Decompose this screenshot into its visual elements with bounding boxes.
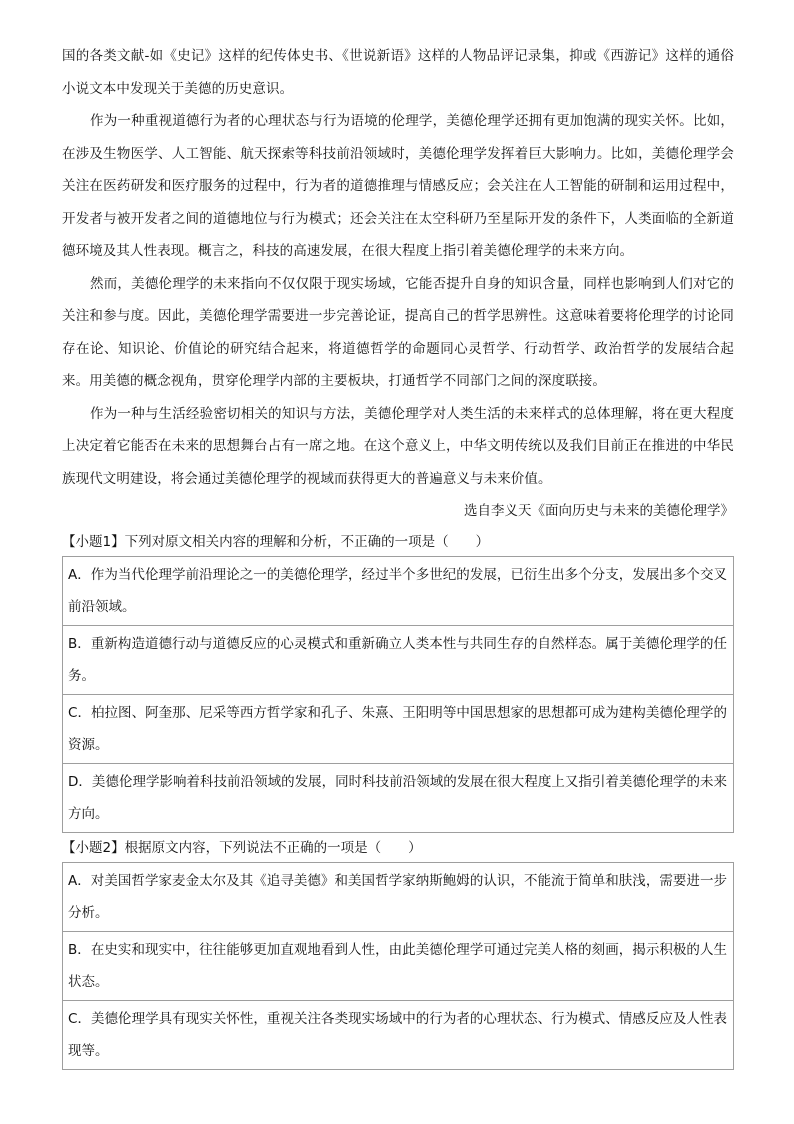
question-2-options [62, 862, 734, 1070]
question-2-stem: 【小题2】根据原文内容，下列说法不正确的一项是（ ） [62, 840, 422, 856]
passage-source: 选自李义天《面向历史与未来的美德伦理学》 [464, 503, 734, 519]
question-1-stem: 【小题1】下列对原文相关内容的理解和分析，不正确的一项是（ ） [62, 534, 490, 550]
option-a[interactable]: A．对美国哲学家麦金太尔及其《追寻美德》和美国哲学家纳斯鲍姆的认识，不能流于简单和肤浅，需要进一步分析。 [63, 863, 733, 932]
passage-paragraph: 作为一种重视道德行为者的心理状态与行为语境的伦理学，美德伦理学还拥有更加饱满的现实关怀。比如，在涉及生物医学、人工智能、航天探索等科技前沿领域时，美德伦理学发挥着巨大影响力。比如，美德伦理学会关注在医药研发和医疗服务的过程中，行为者的道德推理与情感反应；会关注在人工智能的研制和运用过程中，开发者与被开发者之间的道德地位与行为模式；还会关注在太空科研乃至星际开发的条件下，人类面临的全新道德环境及其人性表现。概言之，科技的高速发展，在很大程度上指引着美德伦理学的未来方向。 [62, 113, 734, 259]
option-a[interactable]: A．作为当代伦理学前沿理论之一的美德伦理学，经过半个多世纪的发展，已衍生出多个分支，发展出多个交叉前沿领域。 [63, 557, 733, 626]
option-d[interactable]: D．美德伦理学影响着科技前沿领域的发展，同时科技前沿领域的发展在很大程度上又指引着美德伦理学的未来方向。 [68, 774, 727, 822]
option-b[interactable]: B．重新构造道德行动与道德反应的心灵模式和重新确立人类本性与共同生存的自然样态。属于美德伦理学的任务。 [63, 626, 733, 695]
passage-paragraph: 国的各类文献-如《史记》这样的纪传体史书、《世说新语》这样的人物品评记录集，抑或《西游记》这样的通俗小说文本中发现关于美德的历史意识。 [62, 48, 734, 97]
passage-paragraph: 然而，美德伦理学的未来指向不仅仅限于现实场域，它能否提升自身的知识含量，同样也影响到人们对它的关注和参与度。因此，美德伦理学需要进一步完善论证，提高自己的哲学思辨性。这意味着要将伦理学的讨论同存在论、知识论、价值论的研究结合起来，将道德哲学的命题同心灵哲学、行动哲学、政治哲学的发展结合起来。用美德的概念视角，贯穿伦理学内部的主要板块，打通哲学不同部门之间的深度联接。 [62, 275, 734, 389]
option-b[interactable]: B．在史实和现实中，往往能够更加直观地看到人性，由此美德伦理学可通过完美人格的刻画，揭示积极的人生状态。 [63, 932, 733, 1001]
option-c[interactable]: C．美德伦理学具有现实关怀性，重视关注各类现实场域中的行为者的心理状态、行为模式、情感反应及人性表现等。 [68, 1011, 727, 1059]
passage-paragraph: 作为一种与生活经验密切相关的知识与方法，美德伦理学对人类生活的未来样式的总体理解，将在更大程度上决定着它能否在未来的思想舞台占有一席之地。在这个意义上，中华文明传统以及我们目前正在推进的中华民族现代文明建设，将会通过美德伦理学的视域而获得更大的普遍意义与未来价值。 [62, 405, 734, 487]
question-1-options [62, 556, 734, 833]
option-c[interactable]: C．柏拉图、阿奎那、尼采等西方哲学家和孔子、朱熹、王阳明等中国思想家的思想都可成为建构美德伦理学的资源。 [63, 695, 733, 764]
document-page [62, 0, 734, 1070]
